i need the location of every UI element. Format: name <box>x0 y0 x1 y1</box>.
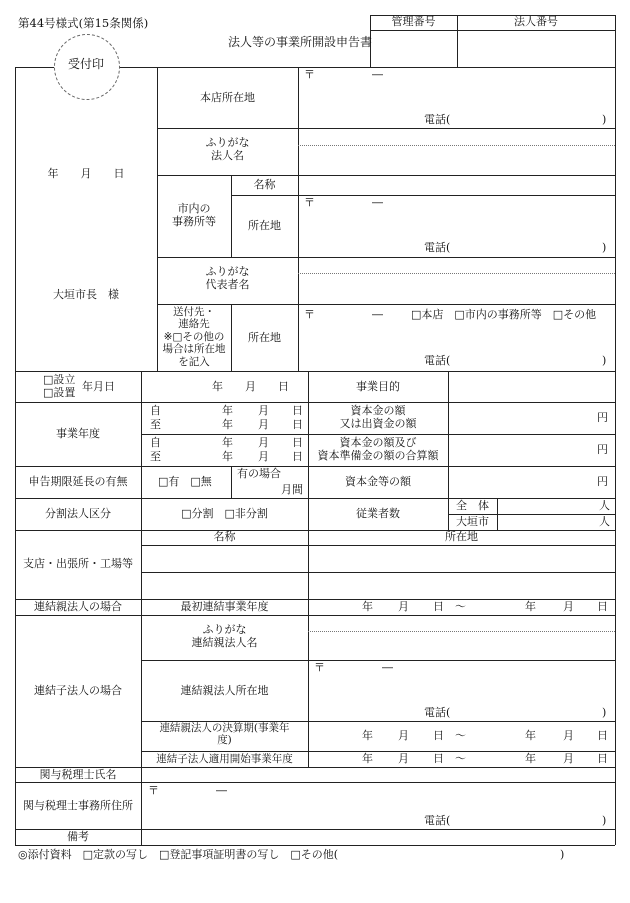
cs-day-b: 日 <box>597 752 608 765</box>
fc-day-a: 日 <box>433 600 444 613</box>
office-tel-close: ) <box>602 241 607 254</box>
employees-label: 従業者数 <box>356 507 400 520</box>
representative-field[interactable] <box>299 258 614 303</box>
tax-tel-close: ) <box>602 814 607 827</box>
capital-label-2: 資本金の額及び 資本準備金の額の合算額 <box>317 436 439 462</box>
pt-year-b: 年 <box>525 729 536 742</box>
parent-postal-dash: ― <box>382 661 393 674</box>
parent-tel-close: ) <box>602 706 607 719</box>
parent-name-label: ふりがな 連結親法人名 <box>191 623 258 649</box>
fiscal-from-1: 自 <box>150 404 161 417</box>
city-office-label: 市内の 事務所等 <box>172 202 216 228</box>
fc-month-b: 月 <box>563 600 574 613</box>
fiscal-month-2: 月 <box>258 436 269 449</box>
parent-tel-label: 電話( <box>424 706 451 719</box>
pt-month-a: 月 <box>398 729 409 742</box>
fiscal-to-1: 至 <box>150 418 161 431</box>
branch-name-header: 名称 <box>213 530 236 543</box>
tax-postal-mark: 〒 <box>148 784 159 797</box>
fiscal-month-1: 月 <box>258 404 269 417</box>
office-name-label: 名称 <box>253 178 276 191</box>
fiscal-year-label: 事業年度 <box>56 427 100 440</box>
hq-tel-label: 電話( <box>424 113 451 126</box>
employees-total-unit: 人 <box>599 499 610 512</box>
parent-case-label: 連結親法人の場合 <box>34 600 122 613</box>
parent-postal-mark: 〒 <box>314 661 325 674</box>
fiscal-day-2b: 日 <box>292 450 303 463</box>
corp-name-field[interactable] <box>299 129 614 174</box>
extension-checkboxes[interactable]: □有 □無 <box>158 475 212 488</box>
corp-name-label: ふりがな 法人名 <box>205 136 250 162</box>
business-purpose-field[interactable] <box>449 372 614 401</box>
cs-month-a: 月 <box>398 752 409 765</box>
cs-day-a: 日 <box>433 752 444 765</box>
cs-year-a: 年 <box>362 752 373 765</box>
office-postal-mark: 〒 <box>304 196 315 209</box>
branch-location-header: 所在地 <box>445 530 478 543</box>
establish-date[interactable]: 年 月 日 <box>212 380 289 393</box>
send-to-label: 送付先・ 連絡先 ※□その他の 場合は所在地 を記入 <box>162 306 226 368</box>
corp-number-field[interactable] <box>458 31 614 66</box>
send-tel-close: ) <box>602 354 607 367</box>
fiscal-day-1b: 日 <box>292 418 303 431</box>
cs-year-b: 年 <box>525 752 536 765</box>
capital-label-1: 資本金の額 又は出資金の額 <box>339 404 417 430</box>
pt-tilde: ～ <box>455 729 466 742</box>
fc-year-b: 年 <box>525 600 536 613</box>
attachments-close: ) <box>560 848 565 861</box>
fiscal-day-2: 日 <box>292 436 303 449</box>
months-label: 月間 <box>281 483 303 496</box>
capital-yen-2: 円 <box>597 443 608 456</box>
branch-label: 支店・出張所・工場等 <box>23 557 133 570</box>
fiscal-year-2: 年 <box>222 436 233 449</box>
branch-row[interactable] <box>142 546 614 571</box>
send-location-label: 所在地 <box>248 331 281 344</box>
office-tel-label: 電話( <box>424 241 451 254</box>
hq-tel-close: ) <box>602 113 607 126</box>
office-location-label: 所在地 <box>248 219 281 232</box>
capital-etc-label: 資本金等の額 <box>345 475 411 488</box>
tax-accountant-label: 関与税理士氏名 <box>39 768 117 781</box>
hq-address-field[interactable] <box>299 68 614 127</box>
send-tel-label: 電話( <box>424 354 451 367</box>
fc-year-a: 年 <box>362 600 373 613</box>
first-consol-year-label: 最初連結事業年度 <box>180 600 269 613</box>
extension-label: 申告期限延長の有無 <box>28 475 128 488</box>
capital-etc-yen: 円 <box>597 475 608 488</box>
cs-month-b: 月 <box>563 752 574 765</box>
tax-office-label: 関与税理士事務所住所 <box>23 799 133 812</box>
office-name-field[interactable] <box>299 176 614 194</box>
split-corp-label: 分割法人区分 <box>45 507 111 520</box>
reception-stamp-label: 受付印 <box>67 57 104 71</box>
fiscal-month-2b: 月 <box>258 450 269 463</box>
establish-date-label: 年月日 <box>82 380 115 393</box>
pt-day-b: 日 <box>597 729 608 742</box>
establish-checkboxes[interactable]: □設立 □設置 <box>43 373 76 399</box>
send-postal-dash: ― <box>372 308 383 321</box>
fiscal-month-1b: 月 <box>258 418 269 431</box>
fiscal-day-1: 日 <box>292 404 303 417</box>
employees-city-unit: 人 <box>599 515 610 528</box>
parent-address-label: 連結親法人所在地 <box>180 684 269 697</box>
employees-city-label: 大垣市 <box>456 515 489 528</box>
recipient: 大垣市長 様 <box>53 288 119 301</box>
form-title: 法人等の事業所開設申告書 <box>228 35 373 49</box>
form-number: 第44号様式(第15条関係) <box>18 16 149 30</box>
split-checkboxes[interactable]: □分割 □非分割 <box>181 507 268 520</box>
fiscal-to-2: 至 <box>150 450 161 463</box>
business-purpose-label: 事業目的 <box>356 380 400 393</box>
fiscal-from-2: 自 <box>150 436 161 449</box>
fiscal-year-1b: 年 <box>222 418 233 431</box>
fc-month-a: 月 <box>398 600 409 613</box>
send-postal-mark: 〒 <box>304 308 315 321</box>
representative-label: ふりがな 代表者名 <box>205 265 250 291</box>
corp-number-label: 法人番号 <box>514 15 558 28</box>
fc-tilde: ～ <box>455 600 466 613</box>
pt-month-b: 月 <box>563 729 574 742</box>
hq-postal-mark: 〒 <box>304 68 315 81</box>
cs-tilde: ～ <box>455 752 466 765</box>
mgmt-number-label: 管理番号 <box>391 15 436 28</box>
fc-day-b: 日 <box>597 600 608 613</box>
office-location-field[interactable] <box>299 196 614 256</box>
remarks-label: 備考 <box>67 830 89 843</box>
attachments-checkboxes[interactable]: ◎添付資料 □定款の写し □登記事項証明書の写し □その他( <box>18 848 339 861</box>
parent-name-field[interactable] <box>309 616 614 659</box>
fiscal-year-2b: 年 <box>222 450 233 463</box>
remarks-field[interactable] <box>142 830 614 844</box>
pt-year-a: 年 <box>362 729 373 742</box>
office-postal-dash: ― <box>372 196 383 209</box>
send-options-checkboxes[interactable]: □本店 □市内の事務所等 □その他 <box>411 308 597 321</box>
tax-accountant-field[interactable] <box>142 768 614 781</box>
hq-postal-dash: ― <box>372 68 383 81</box>
parent-term-label: 連結親法人の決算期(事業年 度) <box>159 722 290 747</box>
employees-total-label: 全 体 <box>456 499 489 512</box>
child-start-label: 連結子法人適用開始事業年度 <box>156 753 293 765</box>
pt-day-a: 日 <box>433 729 444 742</box>
branch-row[interactable] <box>142 573 614 598</box>
tax-tel-label: 電話( <box>424 814 451 827</box>
fiscal-year-1: 年 <box>222 404 233 417</box>
child-case-label: 連結子法人の場合 <box>34 684 122 697</box>
hq-address-label: 本店所在地 <box>200 91 255 104</box>
tax-postal-dash: ― <box>216 784 227 797</box>
if-yes-label: 有の場合 <box>237 467 281 480</box>
capital-yen-1: 円 <box>597 411 608 424</box>
filing-date[interactable]: 年 月 日 <box>47 167 125 180</box>
mgmt-number-field[interactable] <box>371 31 456 66</box>
